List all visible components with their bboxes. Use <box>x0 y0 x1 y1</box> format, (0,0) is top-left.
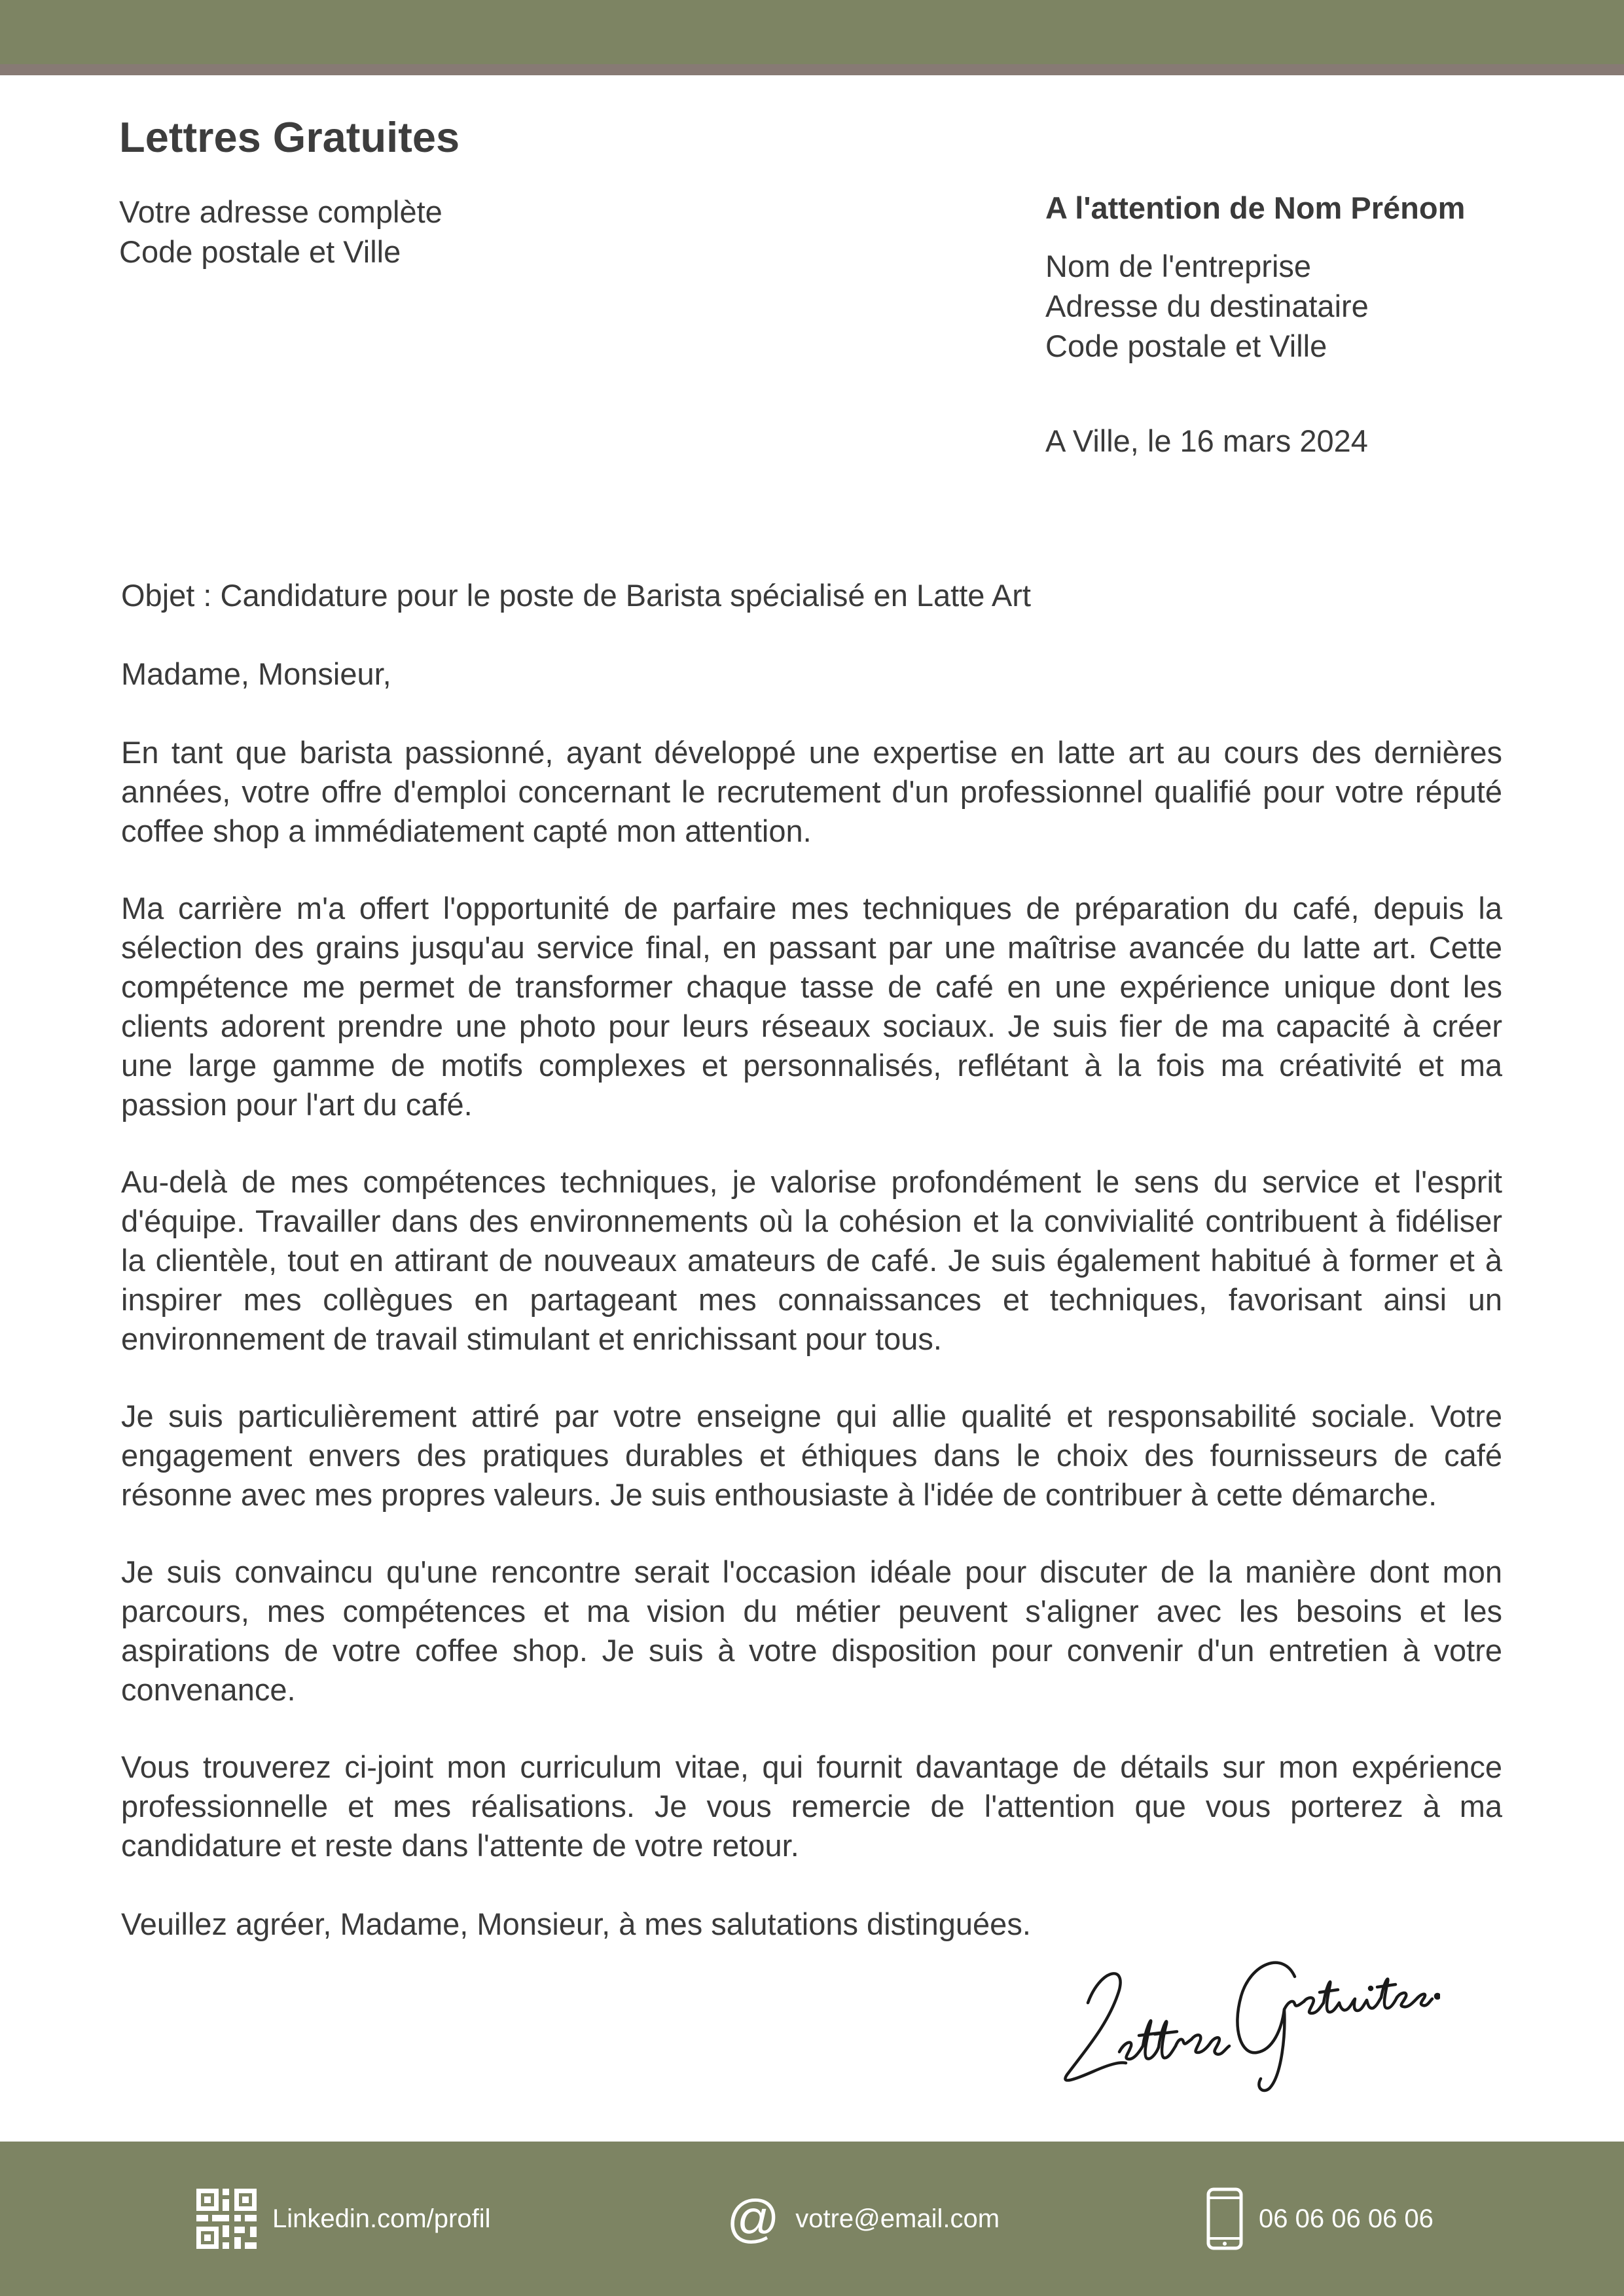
recipient-address-line: Nom de l'entreprise <box>1045 249 1312 283</box>
body-paragraph: Vous trouverez ci-joint mon curriculum vitae, qui fournit davantage de détails sur mon expérience professionnelle et mes réalisations. Je vous remercie de l'attention que vous porterez à ma candidature et reste dans l'attente de votre retour. <box>121 1749 1502 1863</box>
email-link[interactable]: votre@email.com <box>795 2204 1000 2233</box>
recipient-attention: A l'attention de Nom Prénom <box>1045 190 1466 225</box>
sender-name: Lettres Gratuites <box>119 113 460 161</box>
phone-number[interactable]: 06 06 06 06 06 <box>1259 2204 1434 2233</box>
at-icon: @ <box>727 2189 780 2248</box>
header-stripe <box>0 64 1624 75</box>
qr-code-icon <box>196 2189 257 2249</box>
body-paragraph: Je suis convaincu qu'une rencontre serait l'occasion idéale pour discuter de la manière dont mon parcours, mes compétences et ma vision du métier peuvent s'aligner avec les besoins et les aspirations de votre coffee shop. Je suis à votre disposition pour convenir d'un entretien à votre convenance. <box>121 1554 1502 1707</box>
recipient-address <box>1045 246 1369 366</box>
phone-icon <box>1206 2187 1243 2250</box>
letter-subject: Objet : Candidature pour le poste de Barista spécialisé en Latte Art <box>121 578 1031 613</box>
linkedin-link[interactable]: Linkedin.com/profil <box>272 2204 491 2233</box>
body-paragraph: En tant que barista passionné, ayant développé une expertise en latte art au cours des dernières années, votre offre d'emploi concernant le recrutement d'un professionnel qualifié pour votre réputé coffee shop a immédiatement capté mon attention. <box>121 735 1502 848</box>
body-paragraph: Je suis particulièrement attiré par votre enseigne qui allie qualité et responsabilité sociale. Votre engagement envers des pratiques durables et éthiques dans le choix des fournisseurs de café résonne avec mes propres valeurs. Je suis enthousiaste à l'idée de contribuer à cette démarche. <box>121 1399 1502 1512</box>
header-band <box>0 0 1624 64</box>
recipient-address-line: Code postale et Ville <box>1045 329 1327 363</box>
footer-linkedin[interactable] <box>196 2142 491 2296</box>
footer-email[interactable] <box>727 2142 1000 2296</box>
letter-salutation: Madame, Monsieur, <box>121 656 391 691</box>
body-paragraph: Ma carrière m'a offert l'opportunité de parfaire mes techniques de préparation du café, depuis la sélection des grains jusqu'au service final, en passant par une maîtrise avancée du latte art. Cette compétence me permet de transformer chaque tasse de café en une expérience unique dont les clients adorent prendre une photo pour leurs réseaux sociaux. Je suis fier de ma capacité à créer une large gamme de motifs complexes et personnalisés, reflétant à la fois ma créativité et ma passion pour l'art du café. <box>121 891 1502 1122</box>
letter-date: A Ville, le 16 mars 2024 <box>1045 423 1368 458</box>
sender-address <box>119 192 442 272</box>
recipient-address-line: Adresse du destinataire <box>1045 289 1369 323</box>
body-paragraph: Au-delà de mes compétences techniques, je valorise profondément le sens du service et l'esprit d'équipe. Travailler dans des environnements où la cohésion et la convivialité contribuent à fidéliser la clientèle, tout en attirant de nouveaux amateurs de café. Je suis également habitué à former et à inspirer mes collègues en partageant mes connaissances et techniques, favorisant ainsi un environnement de travail stimulant et enrichissant pour tous. <box>121 1164 1502 1356</box>
footer <box>0 2142 1624 2296</box>
signature <box>1047 1924 1440 2094</box>
footer-phone[interactable] <box>1206 2142 1434 2296</box>
sender-address-line: Code postale et Ville <box>119 234 401 269</box>
sender-address-line: Votre adresse complète <box>119 194 442 229</box>
letter-closing: Veuillez agréer, Madame, Monsieur, à mes salutations distinguées. <box>121 1907 1031 1941</box>
